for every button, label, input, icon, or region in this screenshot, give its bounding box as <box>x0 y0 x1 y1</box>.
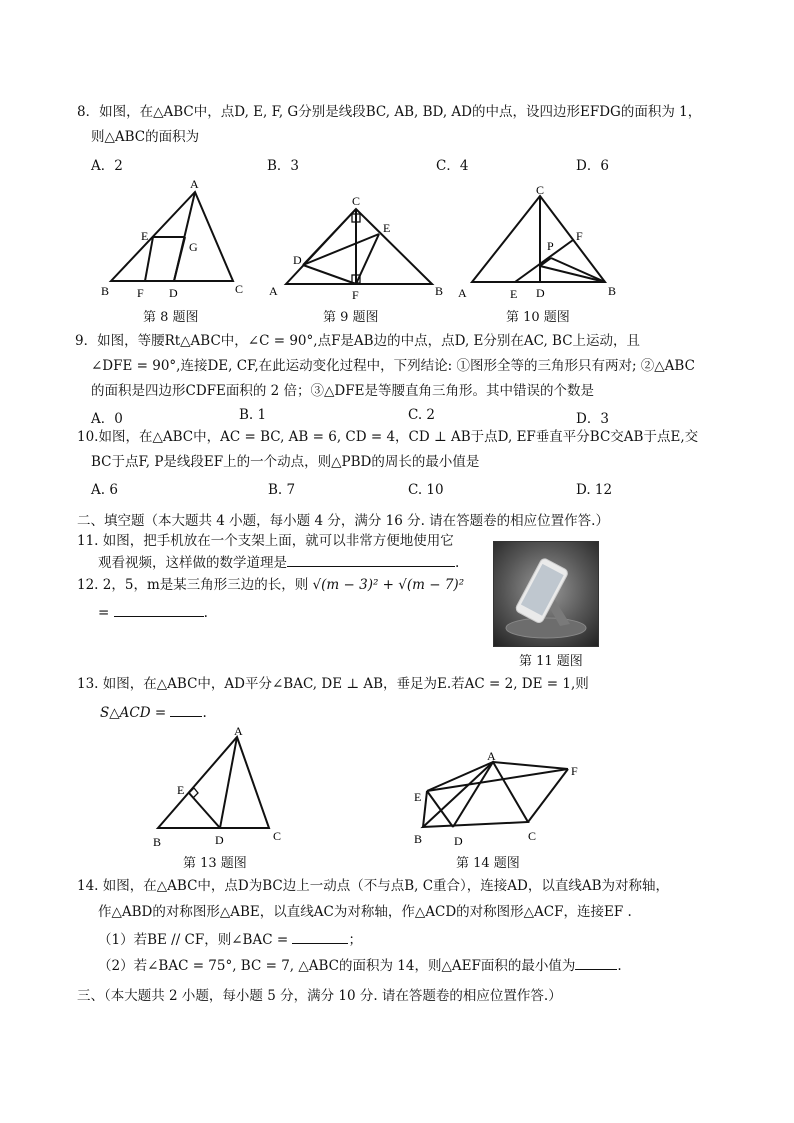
fig9-label-d: D <box>293 253 302 267</box>
q10-line2: BC于点F, P是线段EF上的一个动点，则△PBD的周长的最小值是 <box>91 454 480 470</box>
fig8-label-e: E <box>141 229 149 243</box>
fig9-label-a: A <box>269 284 278 298</box>
fig13-label-b: B <box>153 835 162 849</box>
q14-part2-blank[interactable] <box>575 955 617 970</box>
q8-line2: 则△ABC的面积为 <box>91 129 200 145</box>
fig14-caption: 第 14 题图 <box>456 856 520 871</box>
fig13-label-e: E <box>177 783 185 797</box>
q14-part2: （2）若∠BAC = 75°, BC = 7, △ABC的面积为 14，则△AEF面积的最小值为 <box>98 958 576 974</box>
fig14-label-c: C <box>528 829 537 843</box>
q11-line2-wrap <box>98 552 459 572</box>
fig9-label-c: C <box>352 194 361 208</box>
q8-line1: 8．如图，在△ABC中，点D, E, F, G分别是线段BC, AB, BD, AD的中点，设四边形EFDG的面积为 1， <box>77 104 702 120</box>
q14-line1: 14. 如图，在△ABC中，点D为BC边上一动点（不与点B, C重合），连接AD，以直线AB为对称轴， <box>77 878 670 894</box>
fig14-label-b: B <box>414 832 423 846</box>
fig10-label-a: A <box>458 286 467 300</box>
q9-option-a: A．0 <box>91 411 123 427</box>
q12-line1-wrap <box>77 576 464 594</box>
q14-part1-end: ； <box>348 932 362 948</box>
fig14-label-f: F <box>571 764 578 778</box>
figure-10 <box>455 183 635 305</box>
fig10-label-e: E <box>510 287 518 301</box>
q14-part1-wrap <box>98 929 362 949</box>
fig10-caption: 第 10 题图 <box>506 310 570 325</box>
section3-title: 三、（本大题共 2 小题，每小题 5 分，满分 10 分. 请在答题卷的相应位置作答.） <box>77 988 562 1004</box>
fig13-label-c: C <box>273 829 282 843</box>
figure-9 <box>263 192 453 304</box>
fig10-label-f: F <box>576 229 583 243</box>
fig10-label-c: C <box>536 183 545 197</box>
fig9-caption: 第 9 题图 <box>323 310 379 325</box>
q13-line1: 13. 如图，在△ABC中，AD平分∠BAC, DE ⊥ AB，垂足为E.若AC = 2, DE = 1,则 <box>77 676 589 692</box>
fig10-label-b: B <box>608 284 617 298</box>
q13-line2-end: . <box>202 705 207 721</box>
figure-8 <box>95 175 255 305</box>
fig13-label-a: A <box>234 724 243 738</box>
q11-line2: 观看视频，这样做的数学道理是 <box>98 555 287 571</box>
phone-on-stand-photo <box>493 541 599 647</box>
q9-line2: ∠DFE = 90°,连接DE, CF,在此运动变化过程中，下列结论: ①图形全等的三角形只有两对; ②△ABC <box>91 358 695 374</box>
q12-line1: 12. 2，5，m是某三角形三边的长，则 <box>77 577 309 593</box>
q11-line1: 11. 如图，把手机放在一个支架上面，就可以非常方便地使用它 <box>77 533 454 549</box>
q12-answer-blank[interactable] <box>114 602 204 617</box>
q13-line2-wrap <box>100 702 207 722</box>
fig9-label-f: F <box>352 288 359 302</box>
q13-line2: S△ACD = <box>100 705 167 721</box>
q14-part2-wrap <box>98 955 622 975</box>
q8-option-b: B．3 <box>267 158 300 174</box>
q14-line2: 作△ABD的对称图形△ABE，以直线AC为对称轴，作△ACD的对称图形△ACF，连接EF . <box>98 904 632 920</box>
q9-option-d: D．3 <box>576 411 609 427</box>
q12-line2-end: . <box>203 605 208 621</box>
fig14-label-d: D <box>454 834 463 848</box>
fig8-label-f: F <box>137 286 144 300</box>
fig14-label-a: A <box>487 749 496 763</box>
q12-expression: √(m − 3)² + √(m − 7)² <box>312 577 465 593</box>
fig10-label-p: P <box>547 239 554 253</box>
q10-option-c: C. 10 <box>408 482 444 498</box>
q14-part1: （1）若BE // CF，则∠BAC = <box>98 932 289 948</box>
q9-line3: 的面积是四边形CDFE面积的 2 倍；③△DFE是等腰直角三角形。其中错误的个数是 <box>91 383 594 399</box>
fig11-caption: 第 11 题图 <box>519 654 583 669</box>
q9-option-b: B. 1 <box>239 407 267 423</box>
q11-answer-blank[interactable] <box>287 552 455 567</box>
fig10-label-d: D <box>536 286 545 300</box>
q10-option-b: B. 7 <box>268 482 296 498</box>
q14-part1-blank[interactable] <box>292 929 348 944</box>
q8-option-c: C．4 <box>436 158 469 174</box>
fig8-label-c: C <box>235 282 244 296</box>
q10-line1: 10.如图，在△ABC中，AC = BC, AB = 6, CD = 4，CD ⊥ AB于点D, EF垂直平分BC交AB于点E,交 <box>77 429 699 445</box>
q13-answer-blank[interactable] <box>170 702 202 717</box>
fig9-label-b: B <box>435 284 444 298</box>
fig14-label-e: E <box>414 790 422 804</box>
q10-option-a: A. 6 <box>91 482 118 498</box>
q8-option-d: D．6 <box>576 158 609 174</box>
q10-option-d: D. 12 <box>576 482 613 498</box>
fig13-label-d: D <box>215 833 224 847</box>
q12-line2-wrap <box>98 602 208 622</box>
q12-equals: = <box>98 605 110 621</box>
fig8-label-g: G <box>189 240 198 254</box>
figure-13 <box>148 722 298 850</box>
q11-line2-end: . <box>455 555 460 571</box>
fig13-caption: 第 13 题图 <box>183 856 247 871</box>
section2-title: 二、填空题（本大题共 4 小题，每小题 4 分，满分 16 分. 请在答题卷的相应位置作答.） <box>77 513 609 529</box>
fig8-label-d: D <box>169 286 178 300</box>
q9-line1: 9．如图，等腰Rt△ABC中，∠C = 90°,点F是AB边的中点，点D, E分别在AC, BC上运动，且 <box>75 333 641 349</box>
fig8-label-b: B <box>101 284 110 298</box>
q8-option-a: A．2 <box>91 158 123 174</box>
fig8-caption: 第 8 题图 <box>143 310 199 325</box>
fig9-label-e: E <box>383 221 391 235</box>
q14-part2-end: . <box>617 958 622 974</box>
fig8-label-a: A <box>190 177 199 191</box>
q9-option-c: C. 2 <box>408 407 436 423</box>
figure-14 <box>408 745 593 850</box>
